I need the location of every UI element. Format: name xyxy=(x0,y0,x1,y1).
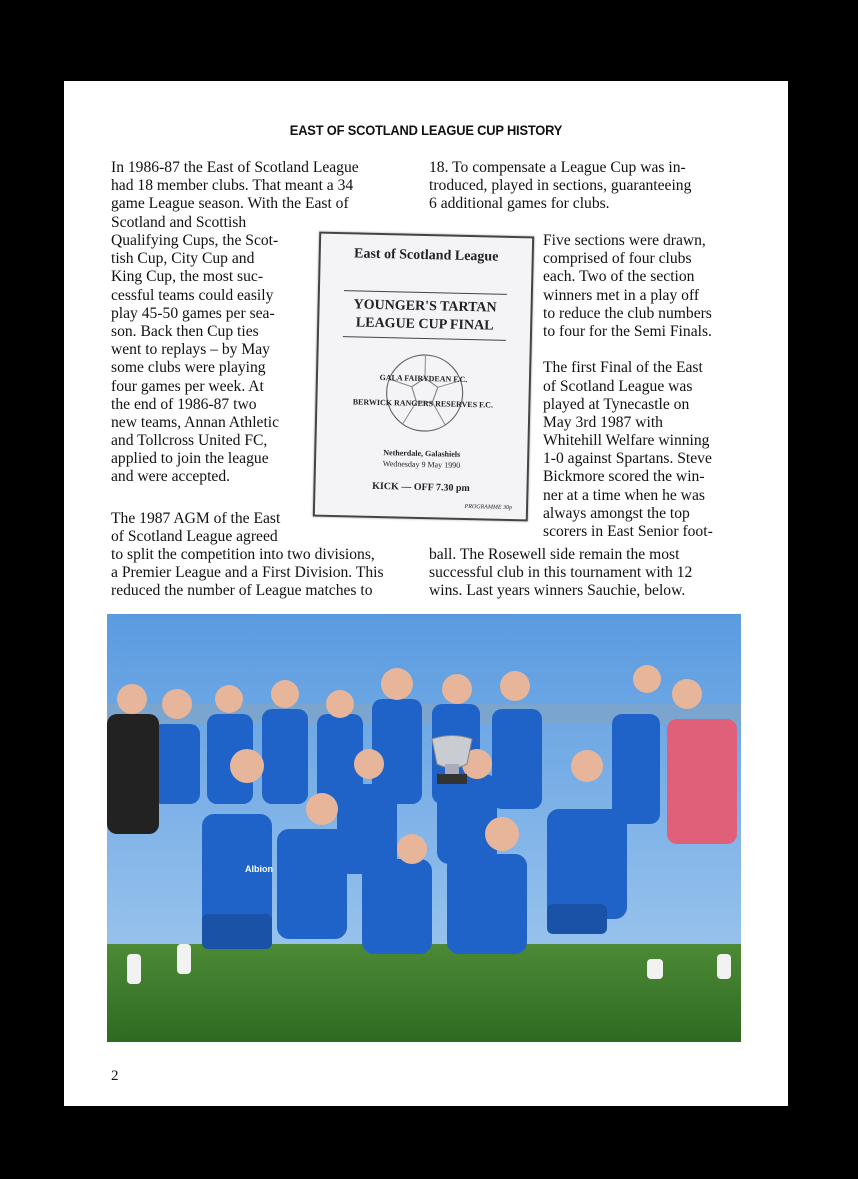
text-line: King Cup, the most suc- xyxy=(111,268,264,286)
programme-team-1: GALA FAIRYDEAN F.C. xyxy=(379,373,468,384)
left-column-top xyxy=(111,159,359,232)
right-column-wrap xyxy=(543,232,713,541)
programme-price: PROGRAMME 30p xyxy=(464,503,513,512)
left-column-bottom xyxy=(111,546,384,601)
programme-kickoff: KICK — OFF 7.30 pm xyxy=(372,480,470,495)
text-line: played at Tynecastle on xyxy=(543,395,690,413)
text-line: successful club in this tournament with 12 xyxy=(429,564,693,582)
text-line: some clubs were playing xyxy=(111,359,266,377)
text-line: son. Back then Cup ties xyxy=(111,322,259,340)
team-photo xyxy=(107,614,741,1042)
text-line: a Premier League and a First Division. This xyxy=(111,564,384,582)
divider xyxy=(344,290,507,295)
text-line: ner at a time when he was xyxy=(543,486,705,504)
text-line: cessful teams could easily xyxy=(111,286,274,304)
text-line: wins. Last years winners Sauchie, below. xyxy=(429,582,686,600)
text-line: Five sections were drawn, xyxy=(543,232,706,249)
text-line: In 1986-87 the East of Scotland League xyxy=(111,159,359,176)
left-column-paragraph-2 xyxy=(111,510,280,546)
text-line: to four for the Semi Finals. xyxy=(543,322,712,340)
text-line: the end of 1986-87 two xyxy=(111,395,257,413)
text-line: of Scotland League was xyxy=(543,377,693,395)
football-icon xyxy=(379,347,471,439)
page-number: 2 xyxy=(111,1068,119,1084)
text-line: new teams, Annan Athletic xyxy=(111,413,280,431)
text-line: 1-0 against Spartans. Steve xyxy=(543,450,712,468)
text-line: Scotland and Scottish xyxy=(111,213,247,231)
text-line: four games per week. At xyxy=(111,377,264,395)
text-line: comprised of four clubs xyxy=(543,250,692,268)
text-line: reduced the number of League matches to xyxy=(111,582,373,600)
text-line: winners met in a play off xyxy=(543,286,700,304)
text-line: went to replays – by May xyxy=(111,341,270,359)
programme-title-line1: YOUNGER'S TARTAN xyxy=(353,297,497,316)
page-title: EAST OF SCOTLAND LEAGUE CUP HISTORY xyxy=(289,122,563,138)
text-line: The 1987 AGM of the East xyxy=(111,510,281,527)
programme-cover-image xyxy=(313,232,534,522)
text-line: Qualifying Cups, the Scot- xyxy=(111,232,279,249)
right-column-top xyxy=(429,159,691,214)
text-line: troduced, played in sections, guaranteeing xyxy=(429,177,692,195)
left-column-wrap xyxy=(111,232,279,487)
text-line: and were accepted. xyxy=(111,468,231,486)
text-line: ball. The Rosewell side remain the most xyxy=(429,546,680,563)
text-line: to reduce the club numbers xyxy=(543,304,712,322)
programme-title-line2: LEAGUE CUP FINAL xyxy=(355,315,494,334)
text-line: tish Cup, City Cup and xyxy=(111,250,255,268)
text-line: The first Final of the East xyxy=(543,359,703,377)
programme-date: Wednesday 9 May 1990 xyxy=(382,459,461,470)
document-page xyxy=(64,81,788,1106)
text-line: game League season. With the East of xyxy=(111,195,349,213)
text-line: Bickmore scored the win- xyxy=(543,468,705,486)
divider xyxy=(343,336,506,341)
text-line: applied to join the league xyxy=(111,450,269,468)
text-line: always amongst the top xyxy=(543,504,690,522)
trophy-icon xyxy=(432,736,472,785)
text-line: Whitehill Welfare winning xyxy=(543,432,710,450)
sponsor-label: Albion xyxy=(245,864,273,874)
text-line: scorers in East Senior foot- xyxy=(543,523,713,540)
right-column-bottom xyxy=(429,546,692,601)
text-line: 18. To compensate a League Cup was in- xyxy=(429,159,686,176)
text-line: play 45-50 games per sea- xyxy=(111,304,275,322)
text-line: of Scotland League agreed xyxy=(111,528,278,546)
text-line: had 18 member clubs. That meant a 34 xyxy=(111,177,354,195)
text-line: 6 additional games for clubs. xyxy=(429,195,610,213)
text-line: to split the competition into two divisions, xyxy=(111,546,375,563)
programme-venue: Netherdale, Galashiels xyxy=(383,448,461,459)
text-line: each. Two of the section xyxy=(543,268,695,286)
text-line: May 3rd 1987 with xyxy=(543,413,663,431)
text-line xyxy=(543,341,713,359)
programme-header: East of Scotland League xyxy=(353,246,499,265)
text-line: and Tollcross United FC, xyxy=(111,432,268,450)
team-photo-illustration xyxy=(107,614,741,1042)
programme-team-2: BERWICK RANGERS RESERVES F.C. xyxy=(352,397,494,410)
